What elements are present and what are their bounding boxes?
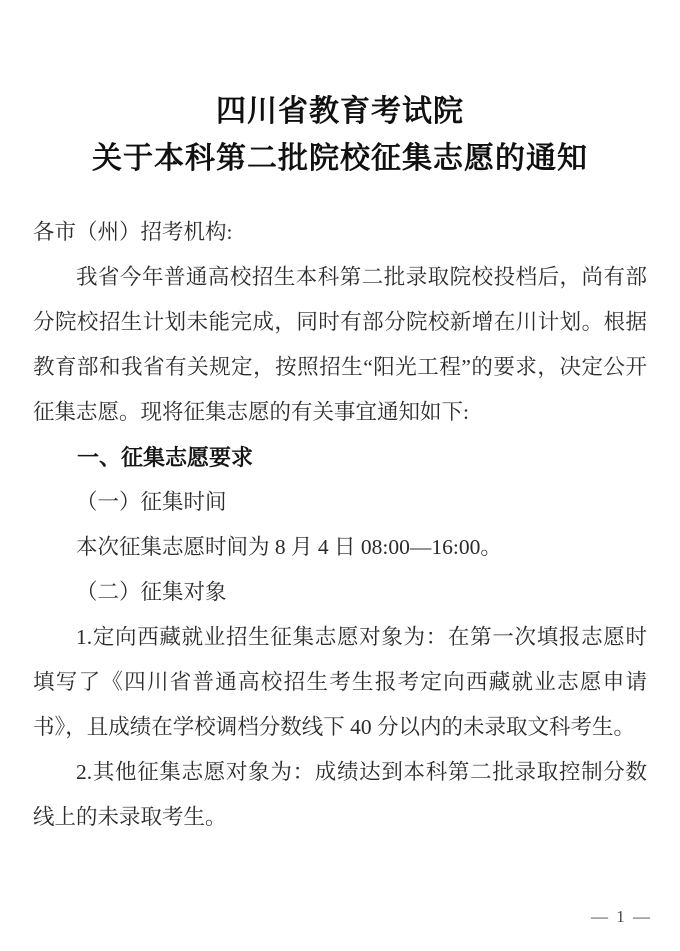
title-line-2: 关于本科第二批院校征集志愿的通知: [92, 142, 588, 175]
subheading-collection-target: （二）征集对象: [76, 580, 227, 604]
paragraph-target-item-1: 1.定向西藏就业招生征集志愿对象为：在第一次填报志愿时填写了《四川省普通高校招生考生报考定向西藏就业志愿申请书》，且成绩在学校调档分数线下 40 分以内的未录取文科考生。: [33, 625, 647, 739]
paragraph-target-item-2: 2.其他征集志愿对象为：成绩达到本科第二批录取控制分数线上的未录取考生。: [33, 760, 647, 829]
title-line-1: 四川省教育考试院: [216, 95, 464, 128]
paragraph-collection-time: 本次征集志愿时间为 8 月 4 日 08:00—16:00。: [76, 535, 502, 559]
subheading-collection-time: （一）征集时间: [76, 490, 227, 514]
salutation: 各市（州）招考机构:: [33, 220, 233, 244]
page-number: — 1 —: [591, 907, 652, 926]
paragraph-intro: 我省今年普通高校招生本科第二批录取院校投档后，尚有部分院校招生计划未能完成，同时有部分院校新增在川计划。根据教育部和我省有关规定，按照招生“阳光工程”的要求，决定公开征集志愿。现将征集志愿的有关事宜通知如下:: [33, 265, 647, 424]
document-body: [0, 210, 680, 840]
section-heading-1: 一、征集志愿要求: [77, 445, 254, 470]
document-title: [0, 88, 680, 182]
